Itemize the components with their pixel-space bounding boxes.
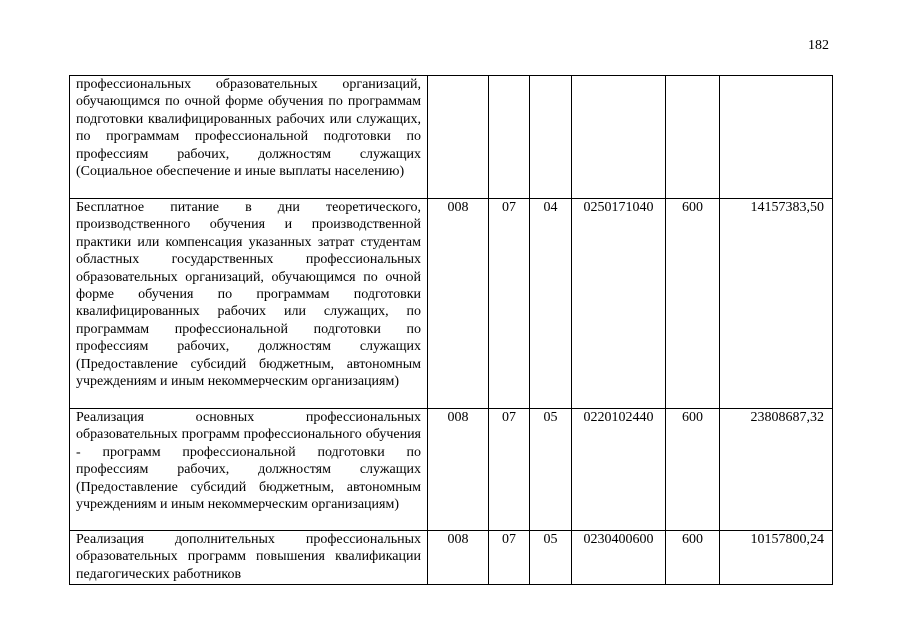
row-name-text: Реализация дополнительных профессиональных образовательных программ повышения квалификации педагогических работников [76,532,421,582]
amount: 10157800,24 [720,531,833,585]
page-number: 182 [808,38,829,53]
row-name: профессиональных образовательных организаций, обучающимся по очной форме обучения по программам подготовки квалифицированных рабочих или служащих, по программам профессиональной подготовки по профессиям рабочих, должностям служащих (Социальное обеспечение и иные выплаты населению) [70,76,428,199]
section-code: 07 [489,199,530,409]
table-row [70,531,833,585]
target-article-code: 0220102440 [572,409,666,531]
section-code [489,76,530,199]
row-name [70,531,428,585]
section-code: 07 [489,409,530,531]
subsection-code: 05 [530,531,572,585]
expense-type-code: 600 [666,531,720,585]
section-code: 07 [489,531,530,585]
ministry-code: 008 [428,531,489,585]
budget-table [69,75,833,585]
table-row [70,409,833,531]
target-article-code: 0250171040 [572,199,666,409]
subsection-code: 04 [530,199,572,409]
target-article-code: 0230400600 [572,531,666,585]
subsection-code [530,76,572,199]
subsection-code: 05 [530,409,572,531]
amount [720,76,833,199]
ministry-code: 008 [428,409,489,531]
ministry-code: 008 [428,199,489,409]
target-article-code [572,76,666,199]
amount: 23808687,32 [720,409,833,531]
table-row [70,199,833,409]
row-name: Бесплатное питание в дни теоретического, производственного обучения и производственной практики или компенсация указанных затрат студентам областных государственных профессиональных образовательных организаций, обучающимся по очной форме обучения по программам подготовки квалифицированных рабочих или служащих, по программам профессиональной подготовки по профессиям рабочих, должностям служащих (Предоставление субсидий бюджетным, автономным учреждениям и иным некоммерческим организациям) [70,199,428,409]
table-row [70,76,833,199]
expense-type-code [666,76,720,199]
ministry-code [428,76,489,199]
row-name: Реализация основных профессиональных образовательных программ профессионального обучения - программ профессиональной подготовки по профессиям рабочих, должностям служащих (Предоставление субсидий бюджетным, автономным учреждениям и иным некоммерческим организациям) [70,409,428,531]
expense-type-code: 600 [666,199,720,409]
amount: 14157383,50 [720,199,833,409]
expense-type-code: 600 [666,409,720,531]
